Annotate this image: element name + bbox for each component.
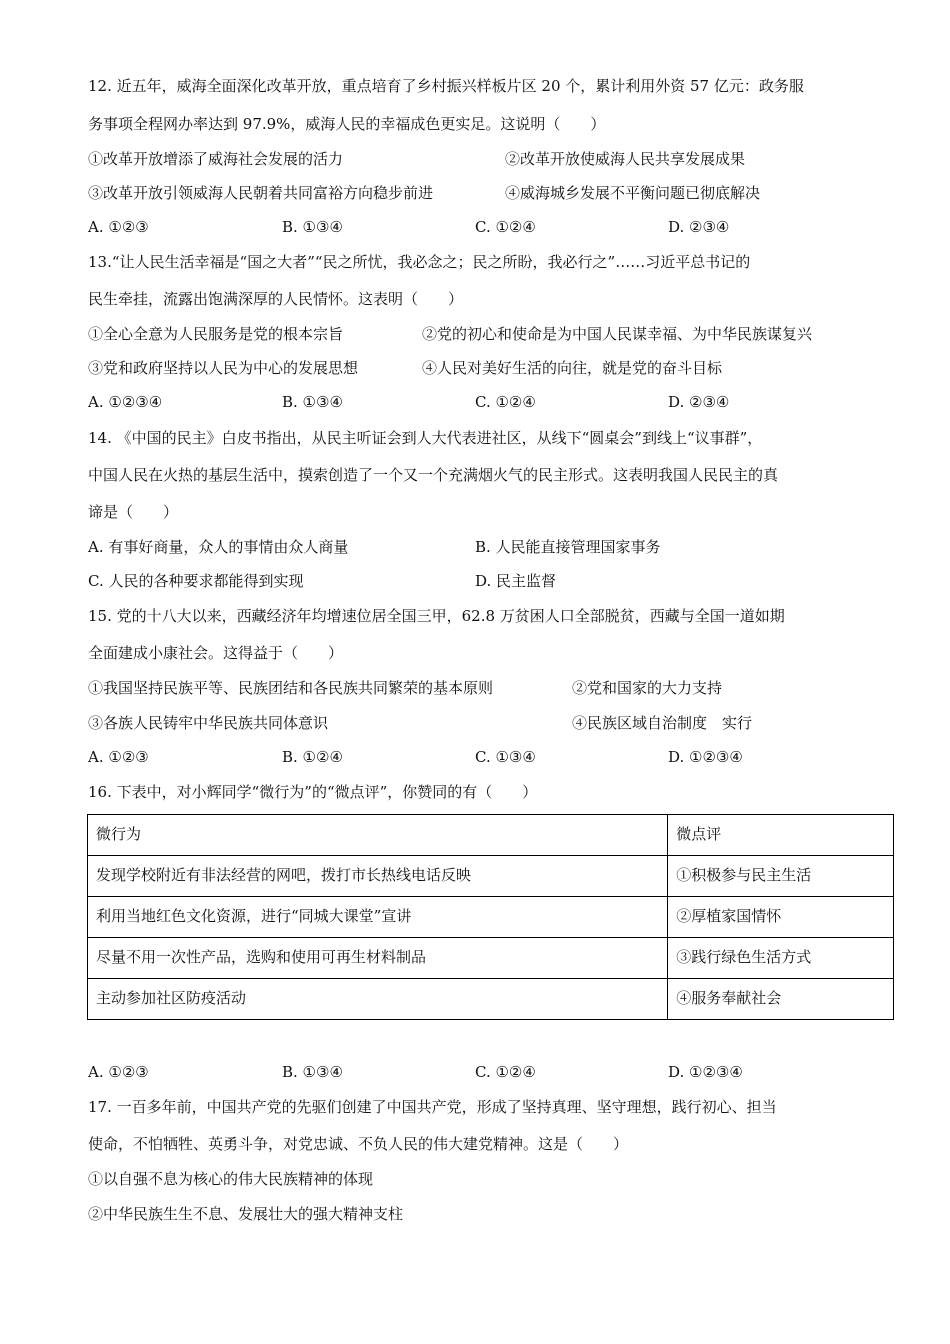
q12-choice-c[interactable]: C. ①②④: [475, 218, 536, 236]
q13-choice-a[interactable]: A. ①②③④: [88, 393, 163, 411]
q14-stem-line2: 中国人民在火热的基层生活中，摸索创造了一个又一个充满烟火气的民主形式。这表明我国人民民主的真: [88, 466, 779, 484]
q16-table: [87, 814, 894, 1020]
q13-stem-line2: 民生牵挂，流露出饱满深厚的人民情怀。这表明（ ）: [88, 290, 464, 308]
q16-choice-a[interactable]: A. ①②③: [88, 1063, 149, 1081]
table-cell-behavior: 发现学校附近有非法经营的网吧，拨打市长热线电话反映: [88, 856, 668, 897]
q15-option-3: ③各族人民铸牢中华民族共同体意识: [88, 714, 329, 732]
q15-stem-line2: 全面建成小康社会。这得益于（ ）: [88, 644, 344, 662]
q13-stem-line1: 13.“让人民生活幸福是“国之大者”“民之所忧，我必念之；民之所盼，我必行之”……习近平总书记的: [88, 253, 751, 271]
table-cell-comment: ①积极参与民主生活: [668, 856, 894, 897]
q17-option-1: ①以自强不息为核心的伟大民族精神的体现: [88, 1170, 374, 1188]
q13-option-1: ①全心全意为人民服务是党的根本宗旨: [88, 325, 344, 343]
q12-option-1: ①改革开放增添了威海社会发展的活力: [88, 150, 344, 168]
q12-choice-b[interactable]: B. ①③④: [282, 218, 343, 236]
q16-choice-c[interactable]: C. ①②④: [475, 1063, 536, 1081]
table-cell-comment: ③践行绿色生活方式: [668, 938, 894, 979]
q13-option-2: ②党的初心和使命是为中国人民谋幸福、为中华民族谋复兴: [422, 325, 813, 343]
q13-option-3: ③党和政府坚持以人民为中心的发展思想: [88, 359, 359, 377]
q15-choice-a[interactable]: A. ①②③: [88, 748, 149, 766]
q17-option-2: ②中华民族生生不息、发展壮大的强大精神支柱: [88, 1205, 404, 1223]
q15-option-4: ④民族区域自治制度 实行: [572, 714, 753, 732]
q12-option-4: ④威海城乡发展不平衡问题已彻底解决: [505, 184, 761, 202]
q12-choice-a[interactable]: A. ①②③: [88, 218, 149, 236]
q13-choice-c[interactable]: C. ①②④: [475, 393, 536, 411]
q15-choice-b[interactable]: B. ①②④: [282, 748, 343, 766]
q15-choice-d[interactable]: D. ①②③④: [668, 748, 743, 766]
q16-choice-b[interactable]: B. ①③④: [282, 1063, 343, 1081]
q15-option-1: ①我国坚持民族平等、民族团结和各民族共同繁荣的基本原则: [88, 679, 494, 697]
table-header-row: [88, 815, 894, 856]
q14-stem-line1: 14. 《中国的民主》白皮书指出，从民主听证会到人大代表进社区，从线下“圆桌会”到线上“议事群”，: [88, 429, 763, 447]
q16-choice-d[interactable]: D. ①②③④: [668, 1063, 743, 1081]
q14-choice-b[interactable]: B. 人民能直接管理国家事务: [475, 538, 661, 556]
table-row: [88, 856, 894, 897]
table-header-cell: 微行为: [88, 815, 668, 856]
q12-stem-line2: 务事项全程网办率达到 97.9%，威海人民的幸福成色更实足。这说明（ ）: [88, 115, 606, 133]
q12-option-3: ③改革开放引领威海人民朝着共同富裕方向稳步前进: [88, 184, 434, 202]
q14-choice-d[interactable]: D. 民主监督: [475, 572, 557, 590]
table-header-cell: 微点评: [668, 815, 894, 856]
table-cell-comment: ④服务奉献社会: [668, 979, 894, 1020]
q12-option-2: ②改革开放使威海人民共享发展成果: [505, 150, 746, 168]
q17-stem-line2: 使命，不怕牺牲、英勇斗争，对党忠诚、不负人民的伟大建党精神。这是（ ）: [88, 1135, 629, 1153]
q14-choice-a[interactable]: A. 有事好商量，众人的事情由众人商量: [88, 538, 349, 556]
q12-stem-line1: 12. 近五年，威海全面深化改革开放，重点培育了乡村振兴样板片区 20 个，累计利用外资 57 亿元：政务服: [88, 77, 804, 95]
table-cell-behavior: 尽量不用一次性产品，选购和使用可再生材料制品: [88, 938, 668, 979]
table-row: [88, 897, 894, 938]
q17-stem-line1: 17. 一百多年前，中国共产党的先驱们创建了中国共产党，形成了坚持真理、坚守理想，践行初心、担当: [88, 1098, 777, 1116]
q15-choice-c[interactable]: C. ①③④: [475, 748, 536, 766]
q14-choice-c[interactable]: C. 人民的各种要求都能得到实现: [88, 572, 304, 590]
table-cell-behavior: 利用当地红色文化资源，进行“同城大课堂”宣讲: [88, 897, 668, 938]
q15-option-2: ②党和国家的大力支持: [572, 679, 723, 697]
q13-choice-b[interactable]: B. ①③④: [282, 393, 343, 411]
q13-option-4: ④人民对美好生活的向往，就是党的奋斗目标: [422, 359, 723, 377]
q15-stem-line1: 15. 党的十八大以来，西藏经济年均增速位居全国三甲，62.8 万贫困人口全部脱贫，西藏与全国一道如期: [88, 607, 785, 625]
table-row: [88, 979, 894, 1020]
table-cell-behavior: 主动参加社区防疫活动: [88, 979, 668, 1020]
table-row: [88, 938, 894, 979]
q13-choice-d[interactable]: D. ②③④: [668, 393, 730, 411]
q12-choice-d[interactable]: D. ②③④: [668, 218, 730, 236]
q16-stem: 16. 下表中，对小辉同学“微行为”的“微点评”，你赞同的有（ ）: [88, 783, 538, 801]
table-cell-comment: ②厚植家国情怀: [668, 897, 894, 938]
q14-stem-line3: 谛是（ ）: [88, 503, 179, 521]
